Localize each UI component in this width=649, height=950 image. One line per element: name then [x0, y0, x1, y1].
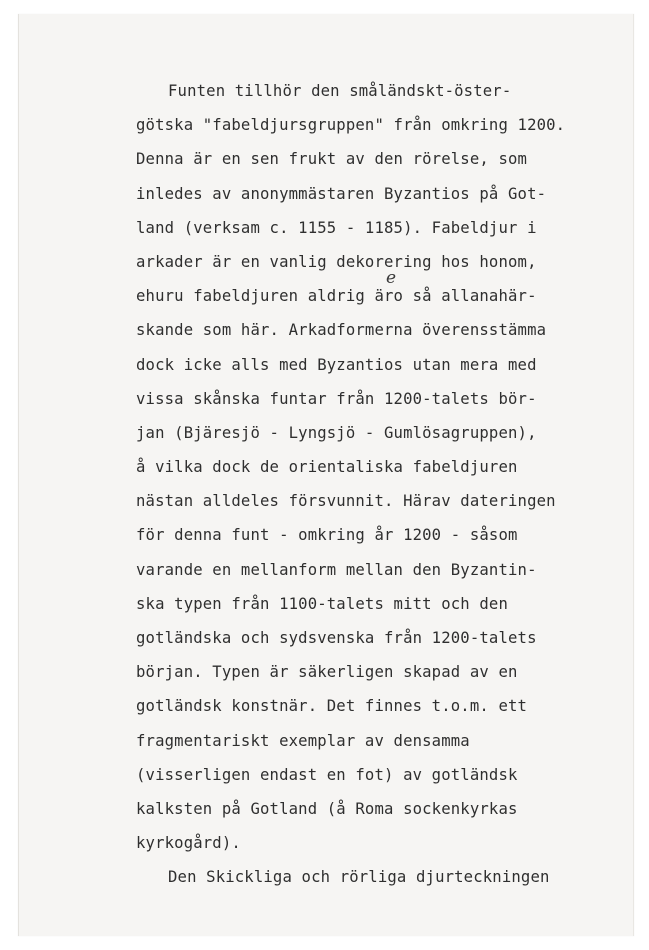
handwritten-correction: e — [386, 268, 397, 288]
text-line: varande en mellanform mellan den Byzantin- — [136, 560, 537, 579]
text-line: Den Skickliga och rörliga djurteckningen — [168, 868, 550, 887]
text-line: nästan alldeles försvunnit. Härav dateringen — [136, 492, 556, 511]
typewritten-page — [18, 14, 634, 936]
text-line: arkader är en vanlig dekorering hos honom, — [136, 252, 537, 271]
text-line: land (verksam c. 1155 - 1185). Fabeldjur i — [136, 218, 537, 237]
text-line: ska typen från 1100-talets mitt och den — [136, 594, 508, 613]
text-line: dock icke alls med Byzantios utan mera med — [136, 355, 537, 374]
text-line: början. Typen är säkerligen skapad av en — [136, 663, 518, 682]
text-line: fragmentariskt exemplar av densamma — [136, 731, 470, 750]
text-line: Denna är en sen frukt av den rörelse, som — [136, 150, 528, 169]
text-line: Funten tillhör den småländskt-öster- — [168, 82, 512, 100]
text-line: kalksten på Gotland (å Roma sockenkyrkas — [136, 799, 518, 818]
text-line: gotländska och sydsvenska från 1200-talets — [136, 629, 537, 647]
text-line: vissa skånska funtar från 1200-talets bör- — [136, 389, 537, 408]
typewritten-text — [136, 74, 616, 895]
text-line: skande som här. Arkadformerna överensstämma — [136, 321, 547, 340]
text-line: jan (Bjäresjö - Lyngsjö - Gumlösagruppen), — [136, 423, 537, 442]
text-line: å vilka dock de orientaliska fabeldjuren — [136, 458, 518, 477]
text-line: inledes av anonymmästaren Byzantios på Got- — [136, 184, 547, 203]
text-line: kyrkogård). — [136, 834, 241, 853]
text-line: för denna funt - omkring år 1200 - såsom — [136, 526, 518, 545]
text-line: ehuru fabeldjuren aldrig äro så allanahär- — [136, 287, 537, 306]
text-line: (visserligen endast en fot) av gotländsk — [136, 765, 518, 784]
text-line: gotländsk konstnär. Det finnes t.o.m. ett — [136, 697, 528, 716]
text-line: götska "fabeldjursgruppen" från omkring 1200. — [136, 116, 566, 135]
